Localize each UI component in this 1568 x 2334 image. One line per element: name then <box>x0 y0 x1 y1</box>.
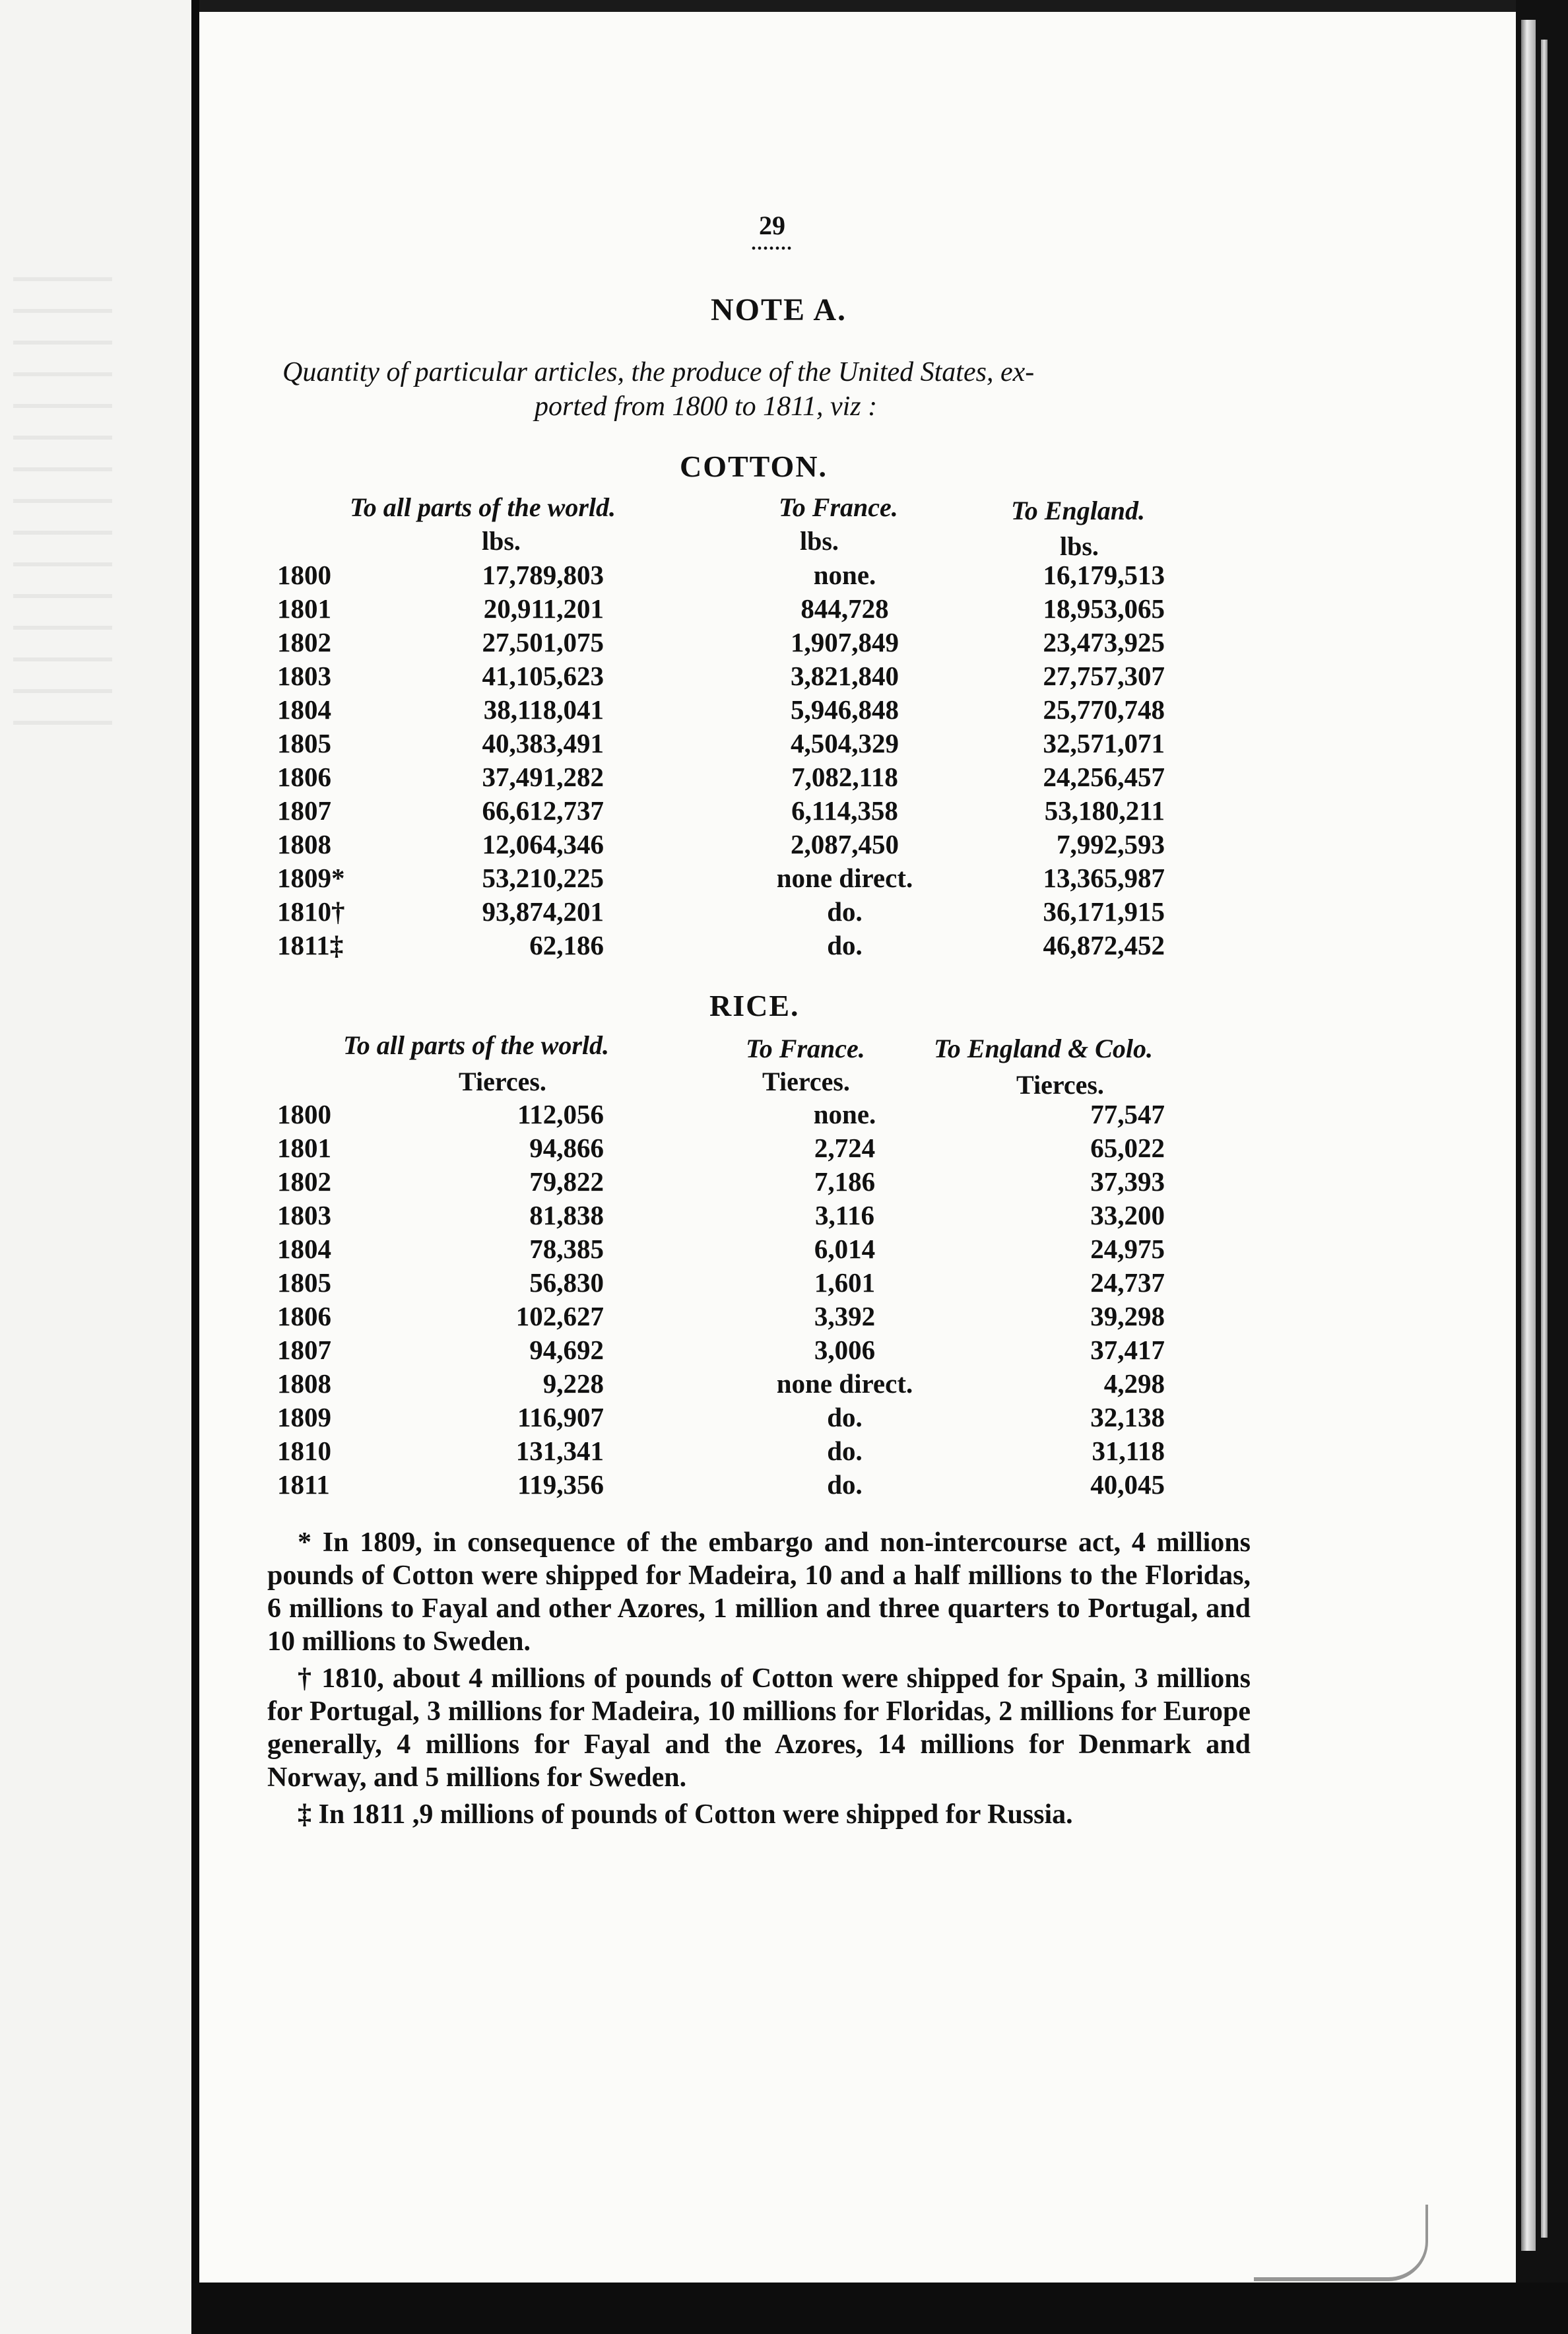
year-cell: 1806 <box>277 762 331 792</box>
year-cell: 1806 <box>277 1301 331 1331</box>
france-cell: none. <box>813 560 876 590</box>
table-row <box>0 1233 1568 1267</box>
france-cell: none. <box>813 1099 876 1129</box>
page-number: 29 <box>759 211 785 240</box>
all-parts-cell: 112,056 <box>517 1099 604 1129</box>
all-parts-cell: 37,491,282 <box>482 762 604 792</box>
france-cell: do. <box>827 896 863 927</box>
footnote-double-dagger: ‡ In 1811 ,9 millions of pounds of Cotton were shipped for Russia. <box>298 1799 1073 1830</box>
rice-title: RICE. <box>709 989 800 1022</box>
england-cell: 36,171,915 <box>1043 896 1165 927</box>
england-cell: 24,256,457 <box>1043 762 1165 792</box>
france-cell: 1,907,849 <box>791 627 899 657</box>
year-cell: 1804 <box>277 694 331 725</box>
page-curl <box>1254 2205 1428 2281</box>
cotton-unit-all: lbs. <box>482 526 521 556</box>
england-cell: 16,179,513 <box>1043 560 1165 590</box>
year-cell: 1801 <box>277 1133 331 1163</box>
table-row <box>0 1267 1568 1300</box>
year-cell: 1810† <box>277 896 345 927</box>
all-parts-cell: 81,838 <box>529 1200 604 1230</box>
ornament: ••••••• <box>751 242 793 256</box>
year-cell: 1807 <box>277 1335 331 1365</box>
table-row <box>0 694 1568 727</box>
table-row <box>0 1300 1568 1334</box>
rice-header-all: To all parts of the world. <box>343 1030 610 1060</box>
england-cell: 4,298 <box>1103 1368 1165 1399</box>
all-parts-cell: 78,385 <box>529 1234 604 1264</box>
all-parts-cell: 66,612,737 <box>482 795 604 826</box>
intro-line-1: Quantity of particular articles, the produce of the United States, ex- <box>282 357 1035 387</box>
year-cell: 1803 <box>277 1200 331 1230</box>
france-cell: 2,087,450 <box>791 829 899 859</box>
year-cell: 1808 <box>277 829 331 859</box>
england-cell: 25,770,748 <box>1043 694 1165 725</box>
all-parts-cell: 17,789,803 <box>482 560 604 590</box>
england-cell: 77,547 <box>1090 1099 1165 1129</box>
france-cell: 6,114,358 <box>791 795 898 826</box>
all-parts-cell: 79,822 <box>529 1166 604 1197</box>
england-cell: 33,200 <box>1090 1200 1165 1230</box>
france-cell: 7,186 <box>814 1166 876 1197</box>
france-cell: none direct. <box>776 863 913 893</box>
all-parts-cell: 27,501,075 <box>482 627 604 657</box>
table-row <box>0 626 1568 660</box>
england-cell: 31,118 <box>1092 1436 1165 1466</box>
footnote-asterisk: * In 1809, in consequence of the embargo and non-intercourse act, 4 millions pounds of Cotton were shipped for Madeira, 10 and a half millions to the Floridas, 6 millions to Fayal and other Azores, 1 million and three quarters to Portugal, and 10 millions to Sweden. <box>267 1527 1251 1657</box>
england-cell: 65,022 <box>1090 1133 1165 1163</box>
table-row <box>0 929 1568 963</box>
table-row <box>0 727 1568 761</box>
all-parts-cell: 62,186 <box>529 930 604 960</box>
year-cell: 1808 <box>277 1368 331 1399</box>
table-row <box>0 862 1568 896</box>
england-cell: 40,045 <box>1090 1469 1165 1500</box>
all-parts-cell: 93,874,201 <box>482 896 604 927</box>
year-cell: 1802 <box>277 627 331 657</box>
all-parts-cell: 53,210,225 <box>482 863 604 893</box>
cotton-header-all: To all parts of the world. <box>350 492 616 522</box>
footnote-dagger: † 1810, about 4 millions of pounds of Cotton were shipped for Spain, 3 millions for Portugal, 3 millions for Madeira, 10 millions for Floridas, 2 millions for Europe generally, 4 millions for Fayal and the Azores, 14 millions for Denmark and Norway, and 5 millions for Sweden. <box>267 1663 1251 1793</box>
rice-unit-france: Tierces. <box>762 1067 850 1096</box>
year-cell: 1805 <box>277 728 331 758</box>
year-cell: 1803 <box>277 661 331 691</box>
table-row <box>0 1166 1568 1199</box>
england-cell: 7,992,593 <box>1057 829 1165 859</box>
table-row <box>0 795 1568 828</box>
france-cell: 1,601 <box>814 1267 876 1298</box>
all-parts-cell: 38,118,041 <box>483 694 604 725</box>
cotton-title: COTTON. <box>680 450 828 483</box>
england-cell: 27,757,307 <box>1043 661 1165 691</box>
table-row <box>0 593 1568 626</box>
footnotes <box>267 1526 1251 1835</box>
england-cell: 24,975 <box>1090 1234 1165 1264</box>
table-row <box>0 1199 1568 1233</box>
table-row <box>0 828 1568 862</box>
england-cell: 23,473,925 <box>1043 627 1165 657</box>
france-cell: 7,082,118 <box>791 762 898 792</box>
table-row <box>0 1334 1568 1368</box>
all-parts-cell: 102,627 <box>515 1301 604 1331</box>
table-row <box>0 896 1568 929</box>
rice-header-england: To England & Colo. <box>934 1034 1153 1063</box>
france-cell: 6,014 <box>814 1234 876 1264</box>
table-row <box>0 1469 1568 1502</box>
year-cell: 1807 <box>277 795 331 826</box>
france-cell: do. <box>827 1436 863 1466</box>
scan-border-bottom <box>191 2283 1568 2334</box>
rice-header-france: To France. <box>746 1034 865 1063</box>
france-cell: 4,504,329 <box>791 728 899 758</box>
cotton-unit-france: lbs. <box>800 526 839 556</box>
france-cell: do. <box>827 1402 863 1432</box>
all-parts-cell: 116,907 <box>517 1402 604 1432</box>
england-cell: 32,138 <box>1090 1402 1165 1432</box>
france-cell: 3,821,840 <box>791 661 899 691</box>
france-cell: 5,946,848 <box>791 694 899 725</box>
year-cell: 1800 <box>277 560 331 590</box>
table-row <box>0 761 1568 795</box>
all-parts-cell: 131,341 <box>515 1436 604 1466</box>
france-cell: 3,392 <box>814 1301 876 1331</box>
table-row <box>0 559 1568 593</box>
england-cell: 24,737 <box>1090 1267 1165 1298</box>
year-cell: 1811‡ <box>277 930 344 960</box>
all-parts-cell: 41,105,623 <box>482 661 604 691</box>
england-cell: 39,298 <box>1090 1301 1165 1331</box>
all-parts-cell: 119,356 <box>517 1469 604 1500</box>
year-cell: 1809* <box>277 863 345 893</box>
table-row <box>0 1435 1568 1469</box>
france-cell: 3,116 <box>815 1200 874 1230</box>
england-cell: 32,571,071 <box>1043 728 1165 758</box>
note-title: NOTE A. <box>710 292 847 327</box>
france-cell: do. <box>827 930 863 960</box>
france-cell: 844,728 <box>800 593 889 624</box>
england-cell: 37,417 <box>1090 1335 1165 1365</box>
rice-unit-all: Tierces. <box>459 1067 546 1096</box>
cotton-header-france: To France. <box>779 492 898 522</box>
rice-unit-england: Tierces. <box>1016 1070 1104 1100</box>
england-cell: 18,953,065 <box>1043 593 1165 624</box>
all-parts-cell: 56,830 <box>529 1267 604 1298</box>
table-row <box>0 1098 1568 1132</box>
table-row <box>0 1401 1568 1435</box>
table-row <box>0 660 1568 694</box>
france-cell: 2,724 <box>814 1133 876 1163</box>
all-parts-cell: 40,383,491 <box>482 728 604 758</box>
cotton-unit-england: lbs. <box>1060 531 1099 561</box>
intro-line-2: ported from 1800 to 1811, viz : <box>535 391 878 422</box>
year-cell: 1809 <box>277 1402 331 1432</box>
france-cell: do. <box>827 1469 863 1500</box>
england-cell: 46,872,452 <box>1043 930 1165 960</box>
england-cell: 37,393 <box>1090 1166 1165 1197</box>
year-cell: 1800 <box>277 1099 331 1129</box>
france-cell: 3,006 <box>814 1335 876 1365</box>
england-cell: 13,365,987 <box>1043 863 1165 893</box>
all-parts-cell: 94,866 <box>529 1133 604 1163</box>
table-row <box>0 1368 1568 1401</box>
table-row <box>0 1132 1568 1166</box>
year-cell: 1804 <box>277 1234 331 1264</box>
all-parts-cell: 9,228 <box>542 1368 604 1399</box>
year-cell: 1810 <box>277 1436 331 1466</box>
all-parts-cell: 12,064,346 <box>482 829 604 859</box>
cotton-header-england: To England. <box>1011 496 1146 525</box>
all-parts-cell: 20,911,201 <box>483 593 604 624</box>
france-cell: none direct. <box>776 1368 913 1399</box>
year-cell: 1805 <box>277 1267 331 1298</box>
all-parts-cell: 94,692 <box>529 1335 604 1365</box>
year-cell: 1801 <box>277 593 331 624</box>
year-cell: 1802 <box>277 1166 331 1197</box>
england-cell: 53,180,211 <box>1044 795 1165 826</box>
year-cell: 1811 <box>277 1469 330 1500</box>
